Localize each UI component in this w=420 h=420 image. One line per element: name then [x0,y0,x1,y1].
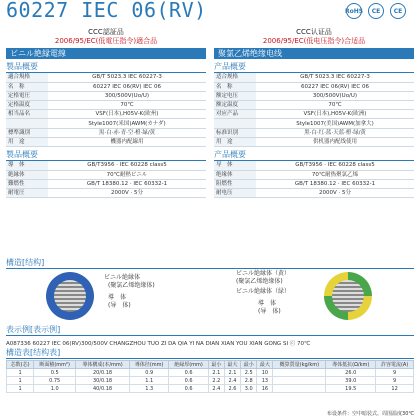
spec-table [6,161,206,198]
table-header-cell: 最大 [257,361,273,369]
table-cell: 13 [257,377,273,385]
table-cell: 39.0 [326,377,376,385]
table-row [6,128,206,137]
size-table [6,360,414,393]
conductor-label-cn: (导 体) [258,308,281,315]
table-row [214,82,414,91]
table-row [214,137,414,146]
table-cell: VSF(日本),H05V-K(欧州) [48,110,206,119]
table-cell: 標準識別 [6,128,48,137]
table-cell: 40/0.18 [76,385,130,393]
table-header-cell: 最小 [208,361,224,369]
structure-title: 構造[结构] [6,258,414,269]
table-header-cell: 導体構成(本/mm) [76,361,130,369]
table-row [214,73,414,82]
table-header-cell: 導体径(mm) [129,361,168,369]
table-cell [273,369,326,377]
table-cell: 70℃ [48,101,206,110]
table-cell: 19.5 [326,385,376,393]
japanese-column [6,28,206,198]
table-row [6,189,206,198]
conductor-label-cn: (导 体) [108,302,131,309]
ccc-label: CCC认证品 [296,28,332,36]
table-cell: 2.4 [224,377,240,385]
table-cell [273,385,326,393]
page-title: 60227 IEC 06(RV) [6,0,207,22]
table-cell: GB/T 5023.3 IEC 60227-3 [48,73,206,82]
insulation-yellow-label-cn: (聚氯乙烯绝缘体) [236,278,283,285]
table-row [6,82,206,91]
size-table-title: 構造表[结构表] [6,348,414,359]
table-header-row [7,361,414,369]
overview-title: 製品概要 [6,62,206,73]
table-cell: 名 称 [214,82,256,91]
table-cell: 2.6 [224,385,240,393]
table-row [214,161,414,170]
overview-table [214,73,414,147]
table-cell: 26.0 [326,369,376,377]
rohs-badge: RoHS [346,3,362,19]
table-cell: 0.6 [169,385,208,393]
table-cell: 相当品名 [6,110,48,119]
directive-label: 2006/95/EC(低电压指令)合适品 [262,37,366,45]
chinese-column [214,28,414,198]
table-header-cell: 導体抵抗(Ω/km) [326,361,376,369]
table-row [6,179,206,188]
table-cell: 额定电压 [214,91,256,100]
table-row [6,110,206,119]
overview-table [6,73,206,147]
table-header-cell: 概算質量(kg/km) [273,361,326,369]
table-cell: VSF(日本),H05V-K(欧洲) [256,110,414,119]
table-cell: 用 途 [214,137,256,146]
table-cell: 導 体 [6,161,48,170]
ce-badge-2: CE [390,3,406,19]
table-cell [6,119,48,128]
table-cell: 20/0.18 [76,369,130,377]
table-cell: 0.6 [169,377,208,385]
spec-table [214,161,414,198]
table-cell: 9 [376,369,414,377]
table-cell: 60227 IEC 06(RV) IEC 06 [48,82,206,91]
table-cell: 1 [7,377,34,385]
table-cell: 耐電圧 [6,189,48,198]
table-cell: 1.0 [34,385,76,393]
directive-label: 2006/95/EC(低電圧指令)適合品 [54,37,158,45]
table-cell: 绝缘体 [214,170,256,179]
product-bar: ビニル絶縁電線 [6,48,206,59]
table-cell: 300/500V(Uo/U) [256,91,414,100]
marking-example-title: 表示例[表示例] [6,325,414,336]
table-cell: Style1007(美国)AWM(加拿大) [256,119,414,128]
table-cell: 定格温度 [6,101,48,110]
overview-title: 产品概要 [214,62,414,73]
table-cell: 导 体 [214,161,256,170]
table-cell: 2000V · 5分 [48,189,206,198]
ccc-label: CCC認証品 [88,28,124,36]
ce-badge: CE [368,3,384,19]
table-cell: 名 称 [6,82,48,91]
table-cell: 0.6 [169,369,208,377]
table-cell: 60227 IEC 06(RV) IEC 06 [256,82,414,91]
product-bar: 聚氯乙烯绝缘电线 [214,48,414,59]
insulation-green-label: ビニル絶縁体（緑） [236,288,291,295]
table-row [6,137,206,146]
table-cell: 定格電圧 [6,91,48,100]
table-row [7,377,414,385]
table-cell: 2.4 [208,385,224,393]
table-cell: 0.9 [129,369,168,377]
table-cell: 300/500V(Uo/U) [48,91,206,100]
cable-cross-section-green-yellow [324,272,372,320]
table-cell: 2.1 [208,369,224,377]
table-cell: 黒·白·赤·青·空·橙·緑/黄 [48,128,206,137]
table-row [214,170,414,179]
table-row [6,119,206,128]
table-cell: 标准识别 [214,128,256,137]
table-cell: 供机器内配线使用 [256,137,414,146]
table-cell: 難燃性 [6,179,48,188]
table-cell: 耐电压 [214,189,256,198]
table-cell: 3.0 [241,385,257,393]
table-row [6,170,206,179]
insulation-label: ビニル絶縁体 [104,274,141,281]
table-cell: 1 [7,369,34,377]
table-cell: 70℃ [256,101,414,110]
conductor-strands [54,280,86,312]
table-row [6,91,206,100]
table-header-cell: 最小 [241,361,257,369]
table-row [214,189,414,198]
table-row [214,179,414,188]
conductor-label: 導 体 [108,294,127,301]
table-cell: 1 [7,385,34,393]
table-header-cell: 許容電流(A) [376,361,414,369]
table-cell: 9 [376,377,414,385]
table-row [214,128,414,137]
table-cell: 絶縁体 [6,170,48,179]
conductor-label: 導 体 [258,300,277,307]
table-header-cell: 芯数(芯) [7,361,34,369]
table-cell: 2.5 [241,369,257,377]
table-row [7,369,414,377]
table-cell: 70℃耐热聚氯乙烯 [256,170,414,179]
spec-title: 产品概要 [214,150,414,161]
spec-title: 製品概要 [6,150,206,161]
header [0,0,420,22]
table-row [7,385,414,393]
table-cell: 1.1 [129,377,168,385]
table-cell: Style1007(米国)AWM(カナダ) [48,119,206,128]
table-cell: GB/T 18380.12 · IEC 60332-1 [48,179,206,188]
table-row [214,91,414,100]
table-cell: 16 [257,385,273,393]
table-cell: 额定温度 [214,101,256,110]
table-row [214,110,414,119]
table-cell: 適合規格 [6,73,48,82]
table-cell: 2000V · 5分 [256,189,414,198]
table-row [6,101,206,110]
table-cell: 機器内配線用 [48,137,206,146]
table-cell [273,377,326,385]
insulation-label-cn: (聚氯乙烯绝缘体) [108,282,155,289]
table-cell: 12 [376,385,414,393]
table-cell: 阻燃性 [214,179,256,188]
table-cell: GB/T 18380.12 · IEC 60332-1 [256,179,414,188]
table-cell: 1.3 [129,385,168,393]
table-row [214,119,414,128]
footnote: 布设条件：空中暗装式、周围温度30℃ [327,411,414,417]
table-row [6,73,206,82]
table-header-cell: 断面積(mm²) [34,361,76,369]
table-cell: 适合规格 [214,73,256,82]
table-cell [214,119,256,128]
table-cell: GB/T 5023.3 IEC 60227-3 [256,73,414,82]
table-header-cell: 最大 [224,361,240,369]
table-cell: 用 途 [6,137,48,146]
marking-example-text: A087336 60227 IEC 06(RV)300/500V CHANGZHOU TUO ZI DA QIA YI NA DIAN XIAN YOU XIAN GONG SI ⓒ 70℃ [6,341,311,347]
table-cell: 对应产品 [214,110,256,119]
table-cell: 0.5 [34,369,76,377]
table-cell: 10 [257,369,273,377]
table-cell: GB/T3956 · IEC 60228 class5 [48,161,206,170]
table-cell: 黑·白·红·蓝·天蓝·橙·绿/黄 [256,128,414,137]
table-cell: 2.8 [241,377,257,385]
table-row [214,101,414,110]
table-cell: 2.2 [208,377,224,385]
table-cell: 2.1 [224,369,240,377]
table-row [6,161,206,170]
table-cell: GB/T3956 · IEC 60228 class5 [256,161,414,170]
cable-cross-section-blue [46,272,94,320]
conductor-strands [332,280,364,312]
table-header-cell: 絶縁厚(mm) [169,361,208,369]
table-cell: 70℃耐熱ビニル [48,170,206,179]
table-cell: 0.75 [34,377,76,385]
table-cell: 30/0.18 [76,377,130,385]
insulation-yellow-label: ビニル絶縁体（黄） [236,270,291,277]
